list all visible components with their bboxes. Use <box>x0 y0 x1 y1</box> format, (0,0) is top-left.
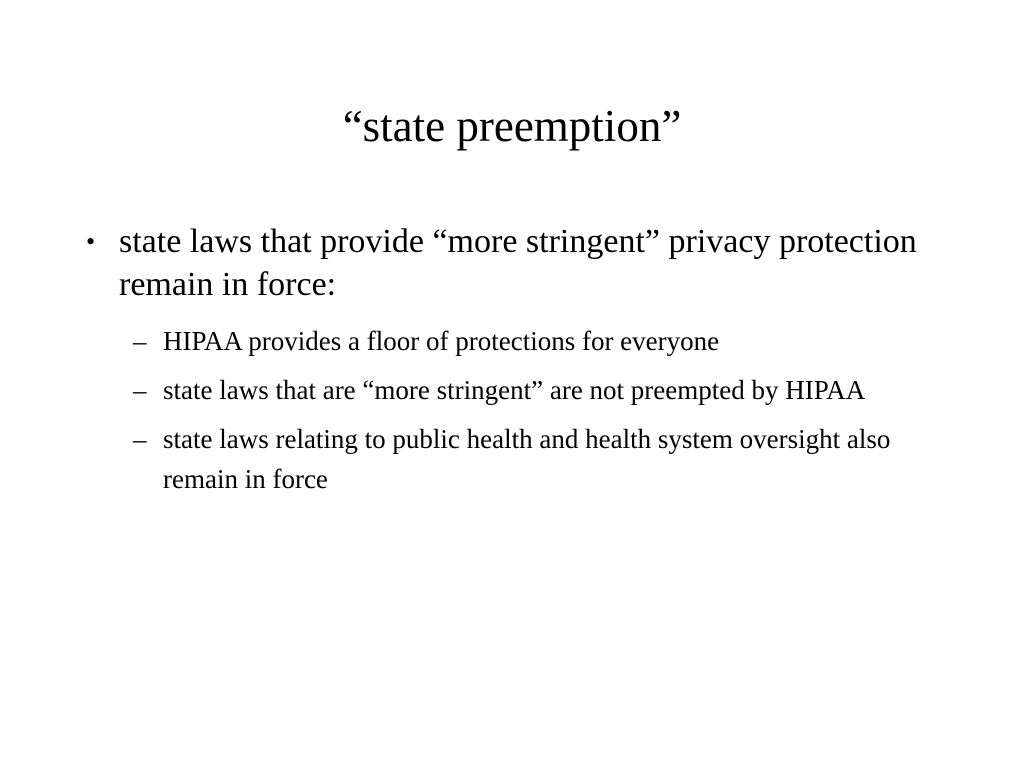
sub-bullet-text: state laws relating to public health and health system oversight also remain in force <box>163 424 891 494</box>
dash-icon: – <box>133 326 147 356</box>
sub-bullet-text: HIPAA provides a floor of protections for everyone <box>163 326 720 356</box>
sub-bullet-list <box>86 321 966 499</box>
sub-bullet-item <box>133 321 966 361</box>
dash-icon: – <box>133 375 147 405</box>
slide-content <box>86 220 966 508</box>
dash-icon: – <box>133 424 147 454</box>
bullet-dot-icon: • <box>86 227 96 256</box>
sub-bullet-text: state laws that are “more stringent” are not preempted by HIPAA <box>163 375 866 405</box>
bullet-text: state laws that provide “more stringent” privacy protection remain in force: <box>119 223 917 303</box>
sub-bullet-item <box>133 370 966 410</box>
bullet-item <box>86 220 966 306</box>
sub-bullet-item <box>133 419 966 499</box>
slide-title: “state preemption” <box>342 101 682 151</box>
